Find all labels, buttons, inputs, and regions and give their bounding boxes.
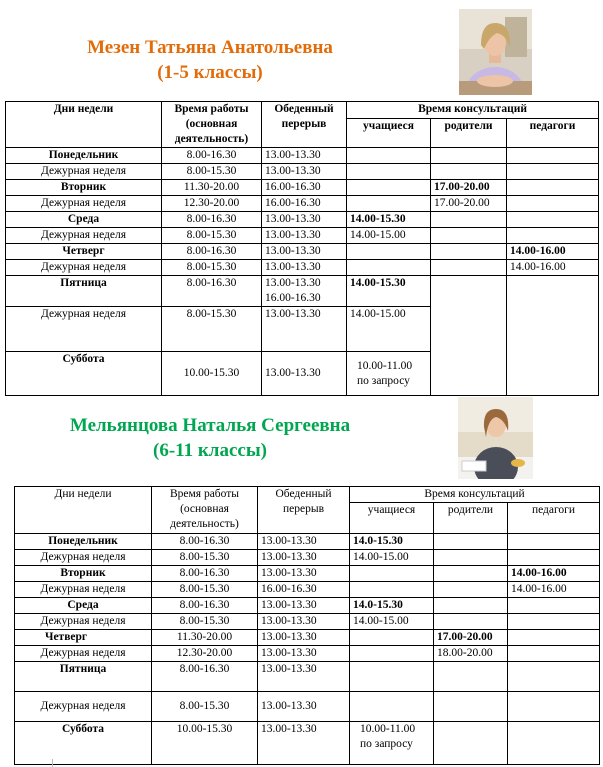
work-cell: 11.30-20.00 — [152, 630, 258, 646]
work-cell: 8.00-16.30 — [162, 276, 262, 307]
teachers-cell — [508, 550, 600, 566]
parents-cell — [431, 148, 507, 164]
students-note: по запросу — [360, 738, 413, 750]
teachers-cell — [507, 164, 599, 180]
lunch-cell: 13.00-13.30 — [258, 598, 350, 614]
parents-cell — [434, 534, 508, 550]
lunch-value-2: 16.00-16.30 — [265, 292, 321, 304]
lunch-cell: 13.00-13.30 — [262, 352, 347, 396]
students-cell — [350, 630, 434, 646]
header-work: Время работы (основная деятельность) — [152, 487, 258, 534]
lunch-cell: 13.00-13.30 — [258, 566, 350, 582]
work-cell: 8.00-15.30 — [162, 260, 262, 276]
day-cell: Четверг — [6, 244, 162, 260]
teachers-cell — [508, 662, 600, 692]
day-cell: Пятница — [6, 276, 162, 307]
lunch-cell: 13.00-13.30 — [258, 630, 350, 646]
students-cell — [347, 196, 431, 212]
day-cell: Пятница — [15, 662, 152, 692]
work-cell: 8.00-16.30 — [162, 212, 262, 228]
students-cell: 14.0-15.30 — [350, 534, 434, 550]
lunch-cell: 13.00-13.30 — [262, 244, 347, 260]
table-row — [15, 566, 600, 582]
day-cell: Дежурная неделя — [6, 164, 162, 180]
students-cell: 14.00-15.30 — [347, 212, 431, 228]
table-row — [15, 692, 600, 722]
table-row — [15, 646, 600, 662]
students-cell — [350, 722, 434, 765]
teacher1-grades: (1-5 классы) — [157, 62, 263, 83]
work-cell: 8.00-15.30 — [162, 164, 262, 180]
work-cell: 8.00-15.30 — [152, 614, 258, 630]
teachers-cell: 14.00-16.00 — [507, 260, 599, 276]
teachers-cell — [507, 148, 599, 164]
header-lunch: Обеденный перерыв — [262, 102, 347, 148]
parents-cell — [434, 722, 508, 765]
work-cell: 8.00-16.30 — [162, 148, 262, 164]
header-consult: Время консультаций — [347, 102, 599, 119]
students-cell — [350, 662, 434, 692]
teachers-cell — [507, 196, 599, 212]
teacher1-photo — [459, 9, 532, 95]
work-cell: 11.30-20.00 — [162, 180, 262, 196]
work-cell: 8.00-15.30 — [152, 692, 258, 722]
day-cell: Вторник — [6, 180, 162, 196]
teachers-cell — [507, 212, 599, 228]
table-row — [6, 180, 599, 196]
students-cell — [347, 260, 431, 276]
work-cell: 10.00-15.30 — [162, 352, 262, 396]
parents-cell — [434, 598, 508, 614]
students-cell: 14.00-15.00 — [350, 550, 434, 566]
table-row — [15, 630, 600, 646]
table-row — [15, 582, 600, 598]
table-row — [15, 722, 600, 765]
header-parents: родители — [434, 503, 508, 534]
teacher2-photo — [458, 397, 533, 479]
teachers-cell — [508, 630, 600, 646]
parents-cell: 18.00-20.00 — [434, 646, 508, 662]
lunch-cell: 13.00-13.30 — [262, 307, 347, 352]
table-row — [6, 212, 599, 228]
students-cell — [350, 566, 434, 582]
table-row — [6, 164, 599, 180]
day-cell: Вторник — [15, 566, 152, 582]
students-cell — [350, 646, 434, 662]
header-days: Дни недели — [6, 102, 162, 148]
lunch-cell: 13.00-13.30 — [262, 164, 347, 180]
parents-cell — [431, 260, 507, 276]
day-cell: Понедельник — [15, 534, 152, 550]
teachers-cell — [508, 692, 600, 722]
table-row — [6, 196, 599, 212]
work-cell: 8.00-15.30 — [162, 228, 262, 244]
header-lunch: Обеденный перерыв — [258, 487, 350, 534]
lunch-cell: 13.00-13.30 — [258, 534, 350, 550]
work-cell: 8.00-15.30 — [162, 307, 262, 352]
day-cell: Дежурная неделя — [15, 614, 152, 630]
lunch-value: 13.00-13.30 — [265, 277, 321, 289]
students-cell — [347, 244, 431, 260]
header-consult: Время консультаций — [350, 487, 600, 503]
work-cell: 8.00-16.30 — [162, 244, 262, 260]
lunch-cell: 13.00-13.30 — [258, 550, 350, 566]
teacher1-schedule-table — [5, 101, 599, 396]
teachers-cell — [508, 646, 600, 662]
teachers-merged-cell — [507, 276, 599, 396]
day-cell: Дежурная неделя — [15, 550, 152, 566]
students-cell — [350, 582, 434, 598]
table-row — [15, 614, 600, 630]
table-row — [15, 550, 600, 566]
teachers-cell — [507, 228, 599, 244]
header-parents: родители — [431, 119, 507, 148]
header-days: Дни недели — [15, 487, 152, 534]
header-work: Время работы (основная деятельность) — [162, 102, 262, 148]
table-row — [15, 662, 600, 692]
parents-cell: 17.00-20.00 — [431, 180, 507, 196]
day-cell: Понедельник — [6, 148, 162, 164]
header-teachers: педагоги — [508, 503, 600, 534]
students-cell — [347, 180, 431, 196]
teachers-cell — [508, 722, 600, 765]
teachers-cell — [508, 614, 600, 630]
work-cell: 12.30-20.00 — [152, 646, 258, 662]
teachers-cell — [508, 598, 600, 614]
lunch-cell: 13.00-13.30 — [258, 614, 350, 630]
students-value: 10.00-11.00 — [357, 360, 413, 372]
lunch-cell: 13.00-13.30 — [262, 148, 347, 164]
teacher2-title — [15, 413, 405, 463]
work-cell: 8.00-16.30 — [152, 534, 258, 550]
parents-cell — [434, 550, 508, 566]
lunch-cell: 16.00-16.30 — [262, 180, 347, 196]
teachers-cell: 14.00-16.00 — [508, 582, 600, 598]
table-row — [6, 148, 599, 164]
students-cell: 14.00-15.00 — [350, 614, 434, 630]
day-cell: Суббота — [6, 352, 162, 396]
lunch-cell: 13.00-13.30 — [258, 646, 350, 662]
day-cell: Дежурная неделя — [6, 260, 162, 276]
students-value: 10.00-11.00 — [360, 723, 416, 735]
parents-cell — [434, 582, 508, 598]
lunch-cell: 13.00-13.30 — [262, 260, 347, 276]
table-row — [15, 598, 600, 614]
parents-cell — [434, 692, 508, 722]
day-cell: Четверг — [15, 630, 152, 646]
teacher2-schedule-table — [14, 486, 600, 765]
teachers-cell — [508, 534, 600, 550]
teacher2-name: Мельянцова Наталья Сергеевна — [69, 415, 351, 436]
lunch-cell: 13.00-13.30 — [258, 692, 350, 722]
teacher1-name: Мезен Татьяна Анатольевна — [87, 37, 333, 58]
teacher1-title — [15, 35, 405, 85]
header-students: учащиеся — [347, 119, 431, 148]
students-cell — [350, 692, 434, 722]
work-cell: 8.00-15.30 — [152, 550, 258, 566]
students-cell: 14.0-15.30 — [350, 598, 434, 614]
lunch-cell: 13.00-13.30 — [258, 662, 350, 692]
work-cell: 8.00-16.30 — [152, 662, 258, 692]
students-cell: 14.00-15.00 — [347, 307, 431, 352]
teachers-cell — [507, 180, 599, 196]
table-row — [6, 276, 599, 307]
day-cell: Дежурная неделя — [15, 692, 152, 722]
teacher2-grades: (6-11 классы) — [153, 440, 267, 461]
work-cell: 8.00-16.30 — [152, 598, 258, 614]
work-cell: 12.30-20.00 — [162, 196, 262, 212]
parents-merged-cell — [431, 276, 507, 396]
day-cell: Дежурная неделя — [15, 646, 152, 662]
lunch-cell — [262, 276, 347, 307]
day-cell: Дежурная неделя — [15, 582, 152, 598]
header-teachers: педагоги — [507, 119, 599, 148]
day-cell: Среда — [6, 212, 162, 228]
header-students: учащиеся — [350, 503, 434, 534]
work-cell: 10.00-15.30 — [152, 722, 258, 765]
students-cell — [347, 164, 431, 180]
table-row — [6, 260, 599, 276]
parents-cell: 17.00-20.00 — [434, 630, 508, 646]
students-cell: 14.00-15.30 — [347, 276, 431, 307]
day-cell: Дежурная неделя — [6, 307, 162, 352]
lunch-cell: 13.00-13.30 — [262, 228, 347, 244]
table-row — [6, 228, 599, 244]
lunch-cell: 13.00-13.30 — [262, 212, 347, 228]
parents-cell — [434, 662, 508, 692]
parents-cell: 17.00-20.00 — [431, 196, 507, 212]
day-cell: Суббота — [15, 722, 152, 765]
page-edge-mark — [52, 759, 53, 767]
lunch-cell: 13.00-13.30 — [258, 722, 350, 765]
students-note: по запросу — [357, 375, 410, 387]
parents-cell — [434, 614, 508, 630]
day-cell: Среда — [15, 598, 152, 614]
students-cell — [347, 148, 431, 164]
parents-cell — [431, 228, 507, 244]
parents-cell — [431, 164, 507, 180]
table-row — [15, 534, 600, 550]
students-cell: 14.00-15.00 — [347, 228, 431, 244]
work-cell: 8.00-15.30 — [152, 582, 258, 598]
lunch-cell: 16.00-16.30 — [262, 196, 347, 212]
day-cell: Дежурная неделя — [6, 196, 162, 212]
parents-cell — [431, 212, 507, 228]
table-row — [6, 244, 599, 260]
work-cell: 8.00-16.30 — [152, 566, 258, 582]
teachers-cell: 14.00-16.00 — [508, 566, 600, 582]
day-cell: Дежурная неделя — [6, 228, 162, 244]
students-cell — [347, 352, 431, 396]
teachers-cell: 14.00-16.00 — [507, 244, 599, 260]
parents-cell — [431, 244, 507, 260]
parents-cell — [434, 566, 508, 582]
lunch-cell: 16.00-16.30 — [258, 582, 350, 598]
